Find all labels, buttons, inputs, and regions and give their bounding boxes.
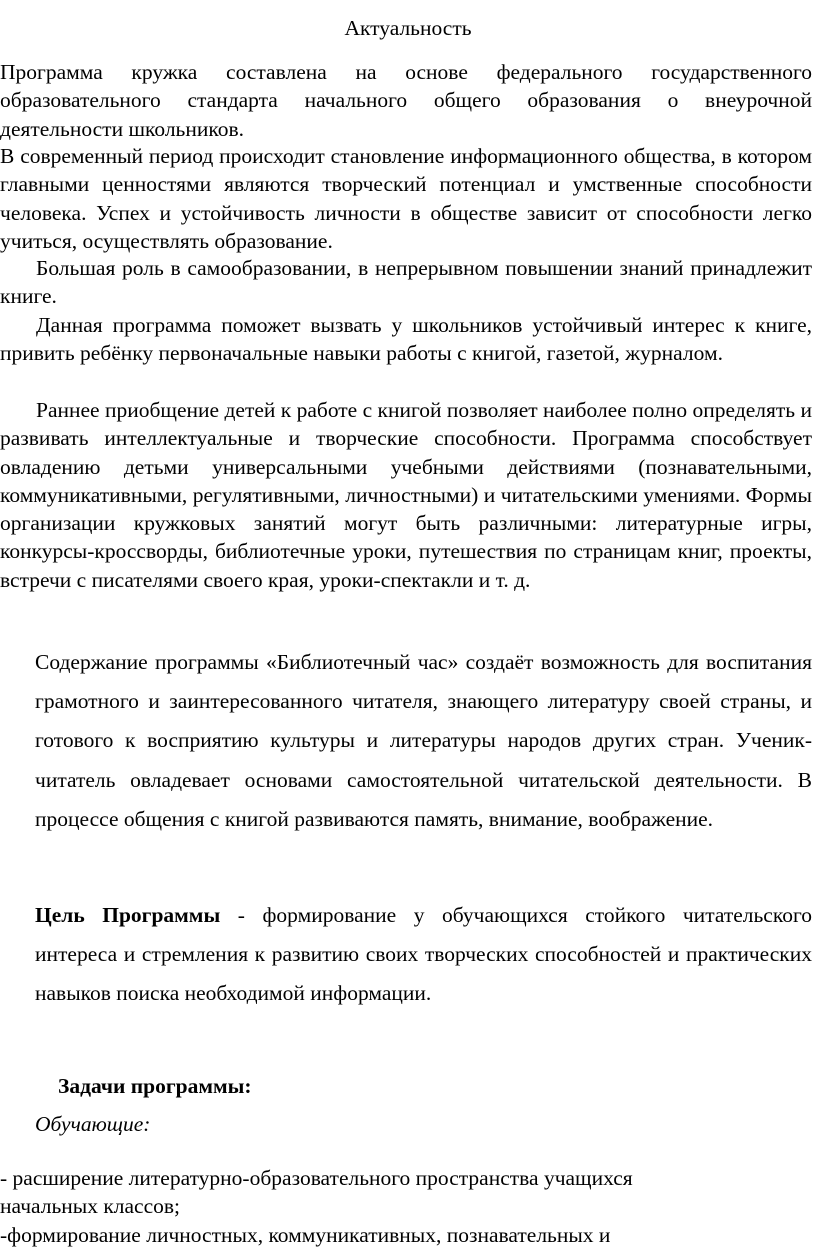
goal-label: Цель Программы [35,903,221,927]
paragraph-program-interest: Данная программа поможет вызвать у школьников устойчивый интерес к книге, привить ребёнку первоначальные навыки работы с книгой, газетой, журналом. [0,313,812,366]
tasks-subheading: Обучающие: [35,1112,151,1136]
list-item: - расширение литературно-образовательного пространства учащихся начальных классов; [0,1166,633,1219]
paragraph-program-goal [35,896,812,1014]
tasks-heading: Задачи программы: [58,1074,252,1098]
goal-text: - формирование у обучающихся стойкого читательского интереса и стремления к развитию своих творческих способностей и практических навыков поиска необходимой информации. [35,903,812,1006]
paragraph-program-basis: Программа кружка составлена на основе федерального государственного образовательного стандарта начального общего образования о внеурочной деятельности школьников. [0,60,812,141]
paragraph-early-introduction: Раннее приобщение детей к работе с книгой позволяет наиболее полно определять и развивать интеллектуальные и творческие способности. Программа способствует овладению детьми универсальными учебными действиями (познавательными, коммуникативными, регулятивными, личностными) и читательскими умениями. Формы организации кружковых занятий могут быть различными: литературные игры, конкурсы-кроссворды, библиотечные уроки, путешествия по страницам книг, проекты, встречи с писателями своего края, уроки-спектакли и т. д. [0,398,812,592]
paragraph-role-of-book: Большая роль в самообразовании, в непрерывном повышении знаний принадлежит книге. [0,256,812,309]
paragraph-information-society: В современный период происходит становление информационного общества, в котором главными ценностями являются творческий потенциал и умственные способности человека. Успех и устойчивость личности в обществе зависит от способности легко учиться, осуществлять образование. [0,144,812,253]
list-item: -формирование личностных, коммуникативных, познавательных и [0,1222,611,1247]
paragraph-program-content: Содержание программы «Библиотечный час» создаёт возможность для воспитания грамотного и заинтересованного читателя, знающего литературу своей страны, и готового к восприятию культуры и литературы народов других стран. Ученик-читатель овладевает основами самостоятельной читательской деятельности. В процессе общения с книгой развиваются память, внимание, воображение. [35,650,812,831]
tasks-list [0,1164,720,1249]
document-title: Актуальность [344,16,472,40]
